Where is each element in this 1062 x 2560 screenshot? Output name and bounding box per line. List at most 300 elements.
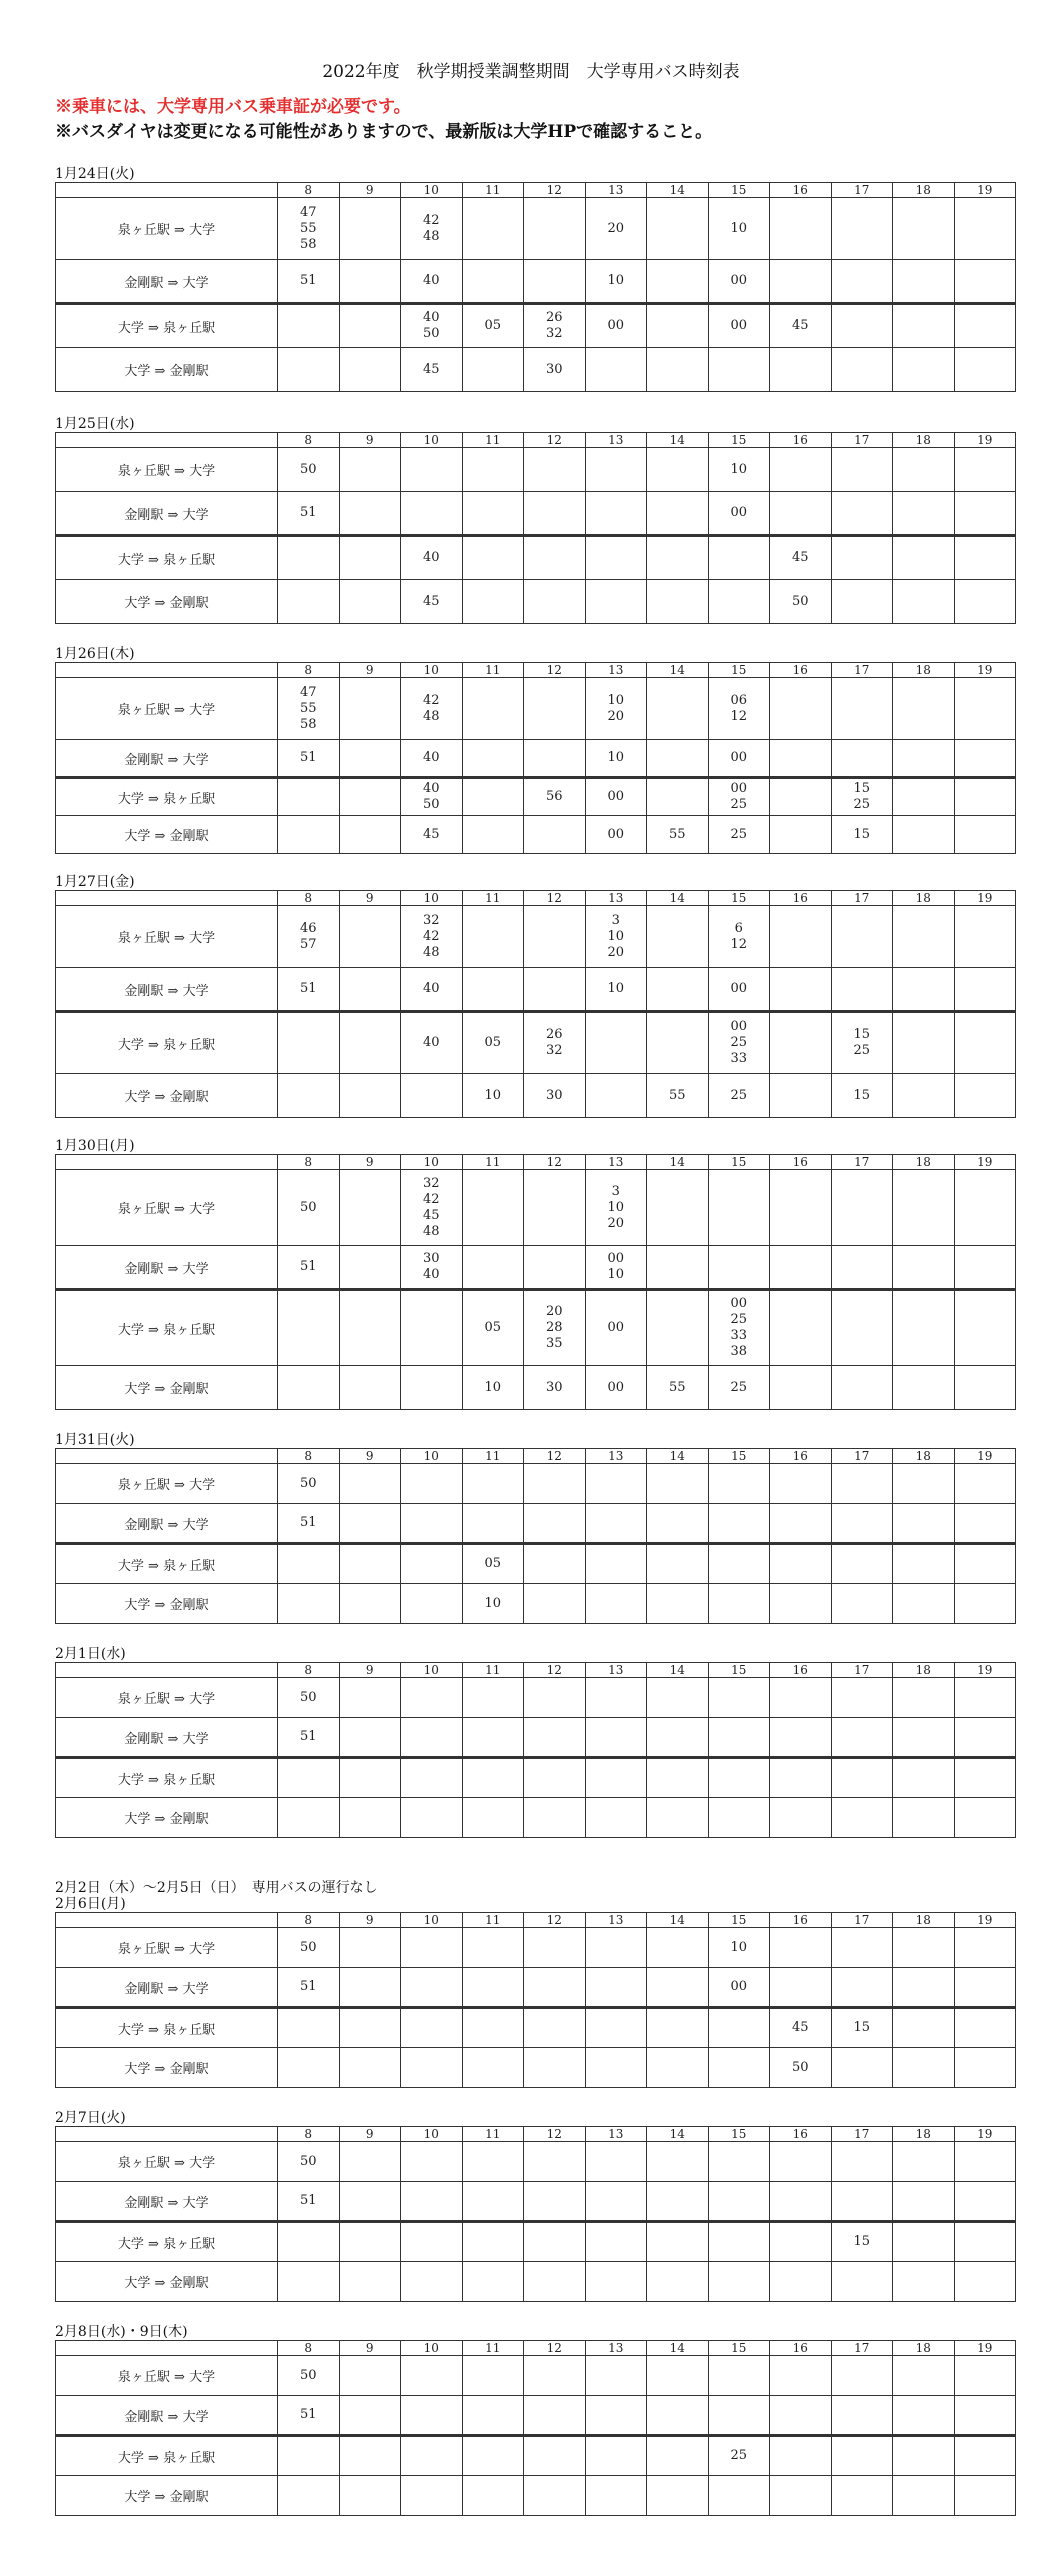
departure-cell [893, 304, 955, 348]
departure-cell [278, 1074, 340, 1118]
hour-header: 14 [647, 183, 709, 198]
departure-cell: 51 [278, 968, 340, 1012]
departure-cell [770, 1246, 832, 1290]
departure-cell [831, 492, 893, 536]
departure-cell [524, 2396, 586, 2436]
departure-cell: 30 [524, 1074, 586, 1118]
departure-cell [831, 1928, 893, 1968]
hour-header: 16 [770, 663, 832, 678]
hour-header: 17 [831, 433, 893, 448]
departure-cell [339, 1584, 401, 1624]
departure-cell [462, 816, 524, 854]
departure-cell [893, 1798, 955, 1838]
departure-cell [339, 260, 401, 304]
departure-cell: 50 [278, 2356, 340, 2396]
hour-header-row [56, 1449, 1016, 1464]
departure-cell [647, 1544, 709, 1584]
departure-cell: 15 25 [831, 1012, 893, 1074]
departure-cell [585, 2476, 647, 2516]
departure-cell [893, 968, 955, 1012]
departure-cell [585, 1584, 647, 1624]
route-row [56, 1290, 1016, 1366]
departure-cell: 00 [585, 304, 647, 348]
departure-cell [401, 2262, 463, 2302]
route-row [56, 816, 1016, 854]
route-row [56, 1246, 1016, 1290]
departure-cell [893, 1290, 955, 1366]
hour-header: 12 [524, 2341, 586, 2356]
departure-cell [462, 1928, 524, 1968]
route-row [56, 580, 1016, 624]
departure-cell: 10 [462, 1366, 524, 1410]
departure-cell [893, 198, 955, 260]
departure-cell [893, 2436, 955, 2476]
departure-cell [524, 1584, 586, 1624]
departure-cell [831, 260, 893, 304]
departure-cell [770, 448, 832, 492]
timetable [55, 1912, 1016, 2088]
hour-header: 14 [647, 1155, 709, 1170]
departure-cell [339, 1170, 401, 1246]
departure-cell [462, 778, 524, 816]
hour-header: 18 [893, 1913, 955, 1928]
header-blank-cell [56, 663, 278, 678]
departure-cell [339, 2436, 401, 2476]
departure-cell [278, 1798, 340, 1838]
departure-cell [339, 1074, 401, 1118]
departure-cell: 05 [462, 1290, 524, 1366]
route-row [56, 1074, 1016, 1118]
departure-cell: 26 32 [524, 1012, 586, 1074]
departure-cell: 25 [708, 1074, 770, 1118]
departure-cell [278, 2008, 340, 2048]
departure-cell [831, 1678, 893, 1718]
departure-cell [831, 1246, 893, 1290]
hour-header: 13 [585, 2127, 647, 2142]
hour-header: 13 [585, 891, 647, 906]
departure-cell [647, 1928, 709, 1968]
departure-cell [339, 1012, 401, 1074]
departure-cell [954, 678, 1016, 740]
departure-cell: 32 42 45 48 [401, 1170, 463, 1246]
departure-cell [647, 260, 709, 304]
day-label: 2月6日(月) [55, 1896, 126, 1912]
departure-cell [462, 2222, 524, 2262]
departure-cell [278, 2222, 340, 2262]
hour-header: 9 [339, 663, 401, 678]
hour-header: 13 [585, 663, 647, 678]
departure-cell [831, 678, 893, 740]
departure-cell [770, 1170, 832, 1246]
departure-cell [339, 2048, 401, 2088]
timetable [55, 432, 1016, 624]
departure-cell [708, 348, 770, 392]
hour-header: 19 [954, 663, 1016, 678]
departure-cell [647, 968, 709, 1012]
departure-cell [585, 2396, 647, 2436]
hour-header: 9 [339, 1663, 401, 1678]
departure-cell [893, 2008, 955, 2048]
hour-header: 16 [770, 891, 832, 906]
route-label: 泉ヶ丘駅 ⇒ 大学 [56, 198, 278, 260]
route-label: 大学 ⇒ 泉ヶ丘駅 [56, 536, 278, 580]
departure-cell [770, 2222, 832, 2262]
departure-cell [954, 198, 1016, 260]
departure-cell [893, 1758, 955, 1798]
departure-cell [339, 1544, 401, 1584]
departure-cell: 26 32 [524, 304, 586, 348]
departure-cell [893, 1928, 955, 1968]
departure-cell [954, 1584, 1016, 1624]
route-label: 金剛駅 ⇒ 大学 [56, 1718, 278, 1758]
departure-cell [893, 678, 955, 740]
departure-cell [708, 2396, 770, 2436]
departure-cell [401, 1798, 463, 1838]
departure-cell [831, 1464, 893, 1504]
hour-header: 17 [831, 1449, 893, 1464]
departure-cell [831, 2142, 893, 2182]
departure-cell [462, 678, 524, 740]
departure-cell [954, 348, 1016, 392]
departure-cell: 10 [462, 1074, 524, 1118]
departure-cell [831, 906, 893, 968]
departure-cell [954, 1544, 1016, 1584]
hour-header-row [56, 183, 1016, 198]
departure-cell [647, 1584, 709, 1624]
hour-header: 17 [831, 1155, 893, 1170]
route-label: 大学 ⇒ 金剛駅 [56, 348, 278, 392]
hour-header: 13 [585, 1449, 647, 1464]
route-row [56, 778, 1016, 816]
timetable [55, 2126, 1016, 2302]
departure-cell: 40 [401, 968, 463, 1012]
hour-header: 17 [831, 2127, 893, 2142]
departure-cell [401, 1074, 463, 1118]
departure-cell [278, 1290, 340, 1366]
departure-cell [954, 1718, 1016, 1758]
departure-cell [831, 968, 893, 1012]
hour-header: 17 [831, 891, 893, 906]
departure-cell: 40 [401, 1012, 463, 1074]
departure-cell [278, 2436, 340, 2476]
departure-cell [278, 348, 340, 392]
departure-cell [708, 2142, 770, 2182]
departure-cell [524, 1170, 586, 1246]
hour-header: 15 [708, 1913, 770, 1928]
hour-header: 12 [524, 183, 586, 198]
hour-header: 18 [893, 183, 955, 198]
departure-cell [401, 2142, 463, 2182]
departure-cell [831, 2356, 893, 2396]
departure-cell [339, 1928, 401, 1968]
timetable [55, 1662, 1016, 1838]
departure-cell: 00 [708, 492, 770, 536]
hour-header: 17 [831, 1913, 893, 1928]
departure-cell [770, 1290, 832, 1366]
hour-header: 18 [893, 891, 955, 906]
departure-cell [708, 2222, 770, 2262]
departure-cell: 50 [770, 580, 832, 624]
departure-cell: 51 [278, 1968, 340, 2008]
hour-header: 11 [462, 2341, 524, 2356]
departure-cell [524, 198, 586, 260]
departure-cell [831, 1718, 893, 1758]
departure-cell: 55 [647, 1366, 709, 1410]
hour-header: 8 [278, 1449, 340, 1464]
hour-header: 18 [893, 1449, 955, 1464]
departure-cell [893, 1718, 955, 1758]
hour-header: 18 [893, 2127, 955, 2142]
hour-header: 9 [339, 891, 401, 906]
departure-cell [339, 2008, 401, 2048]
route-row [56, 2048, 1016, 2088]
departure-cell [401, 492, 463, 536]
departure-cell [893, 2048, 955, 2088]
hour-header: 14 [647, 433, 709, 448]
departure-cell: 32 42 48 [401, 906, 463, 968]
departure-cell [831, 1366, 893, 1410]
route-label: 金剛駅 ⇒ 大学 [56, 2182, 278, 2222]
hour-header: 19 [954, 1449, 1016, 1464]
departure-cell: 10 [708, 198, 770, 260]
departure-cell: 50 [278, 1928, 340, 1968]
departure-cell [770, 260, 832, 304]
departure-cell [524, 1798, 586, 1838]
departure-cell: 45 [770, 2008, 832, 2048]
departure-cell [339, 1366, 401, 1410]
departure-cell [462, 2008, 524, 2048]
departure-cell [647, 492, 709, 536]
departure-cell [893, 260, 955, 304]
departure-cell [954, 2356, 1016, 2396]
hour-header: 9 [339, 1155, 401, 1170]
departure-cell [585, 2262, 647, 2302]
hour-header: 14 [647, 2341, 709, 2356]
departure-cell [831, 1584, 893, 1624]
departure-cell: 10 [585, 260, 647, 304]
hour-header: 12 [524, 663, 586, 678]
departure-cell [708, 1798, 770, 1838]
departure-cell [339, 2182, 401, 2222]
departure-cell [278, 1584, 340, 1624]
route-row [56, 2396, 1016, 2436]
route-label: 泉ヶ丘駅 ⇒ 大学 [56, 2356, 278, 2396]
departure-cell [462, 2396, 524, 2436]
departure-cell: 00 25 33 38 [708, 1290, 770, 1366]
departure-cell [585, 2222, 647, 2262]
departure-cell [339, 2222, 401, 2262]
departure-cell [893, 778, 955, 816]
departure-cell [770, 2396, 832, 2436]
departure-cell [647, 1290, 709, 1366]
departure-cell [893, 1504, 955, 1544]
hour-header: 14 [647, 2127, 709, 2142]
departure-cell [462, 906, 524, 968]
departure-cell [893, 1544, 955, 1584]
departure-cell: 40 50 [401, 778, 463, 816]
route-row [56, 678, 1016, 740]
departure-cell [401, 1928, 463, 1968]
departure-cell [278, 1544, 340, 1584]
departure-cell [585, 1074, 647, 1118]
departure-cell [339, 1798, 401, 1838]
departure-cell [708, 536, 770, 580]
departure-cell [893, 740, 955, 778]
departure-cell [585, 2008, 647, 2048]
route-label: 泉ヶ丘駅 ⇒ 大学 [56, 1678, 278, 1718]
departure-cell: 00 [585, 816, 647, 854]
departure-cell [770, 1366, 832, 1410]
departure-cell [585, 2436, 647, 2476]
departure-cell: 46 57 [278, 906, 340, 968]
departure-cell [462, 2436, 524, 2476]
departure-cell [770, 348, 832, 392]
departure-cell: 45 [770, 536, 832, 580]
header-blank-cell [56, 1449, 278, 1464]
route-label: 大学 ⇒ 泉ヶ丘駅 [56, 2222, 278, 2262]
departure-cell [954, 778, 1016, 816]
hour-header: 14 [647, 1663, 709, 1678]
departure-cell: 3 10 20 [585, 906, 647, 968]
departure-cell [770, 1504, 832, 1544]
departure-cell [462, 1504, 524, 1544]
departure-cell [647, 2476, 709, 2516]
departure-cell: 30 40 [401, 1246, 463, 1290]
departure-cell [278, 778, 340, 816]
departure-cell [954, 1798, 1016, 1838]
departure-cell [831, 1170, 893, 1246]
departure-cell [524, 2222, 586, 2262]
departure-cell [462, 1464, 524, 1504]
hour-header: 19 [954, 183, 1016, 198]
departure-cell [893, 1584, 955, 1624]
departure-cell: 50 [278, 448, 340, 492]
departure-cell: 00 [708, 260, 770, 304]
departure-cell [278, 536, 340, 580]
departure-cell [462, 260, 524, 304]
departure-cell [401, 2222, 463, 2262]
departure-cell: 55 [647, 816, 709, 854]
route-row [56, 348, 1016, 392]
departure-cell: 3 10 20 [585, 1170, 647, 1246]
departure-cell [339, 1758, 401, 1798]
departure-cell [954, 1366, 1016, 1410]
hour-header: 14 [647, 891, 709, 906]
departure-cell [893, 2476, 955, 2516]
hour-header: 13 [585, 183, 647, 198]
hour-header-row [56, 1155, 1016, 1170]
departure-cell [770, 1718, 832, 1758]
departure-cell [954, 968, 1016, 1012]
route-row [56, 2222, 1016, 2262]
departure-cell [831, 1544, 893, 1584]
departure-cell [585, 492, 647, 536]
departure-cell: 10 20 [585, 678, 647, 740]
departure-cell [462, 2476, 524, 2516]
departure-cell [893, 536, 955, 580]
timetable [55, 890, 1016, 1118]
departure-cell: 55 [647, 1074, 709, 1118]
route-row [56, 1798, 1016, 1838]
departure-cell [462, 1246, 524, 1290]
departure-cell: 40 [401, 740, 463, 778]
departure-cell [278, 1758, 340, 1798]
departure-cell: 30 [524, 348, 586, 392]
departure-cell [401, 2476, 463, 2516]
departure-cell: 40 [401, 260, 463, 304]
departure-cell [770, 678, 832, 740]
route-label: 金剛駅 ⇒ 大学 [56, 2396, 278, 2436]
departure-cell [708, 1584, 770, 1624]
departure-cell: 50 [770, 2048, 832, 2088]
hour-header: 9 [339, 183, 401, 198]
departure-cell [585, 1968, 647, 2008]
hour-header: 15 [708, 1155, 770, 1170]
departure-cell [954, 1504, 1016, 1544]
departure-cell [401, 1544, 463, 1584]
departure-cell [462, 448, 524, 492]
departure-cell [893, 2396, 955, 2436]
departure-cell [770, 1678, 832, 1718]
departure-cell [647, 198, 709, 260]
departure-cell [831, 448, 893, 492]
hour-header: 19 [954, 1155, 1016, 1170]
route-label: 泉ヶ丘駅 ⇒ 大学 [56, 448, 278, 492]
hour-header: 11 [462, 183, 524, 198]
departure-cell [954, 2222, 1016, 2262]
departure-cell [647, 906, 709, 968]
departure-cell [278, 1366, 340, 1410]
departure-cell [339, 778, 401, 816]
hour-header: 11 [462, 1913, 524, 1928]
departure-cell [524, 1718, 586, 1758]
departure-cell [954, 492, 1016, 536]
hour-header: 11 [462, 2127, 524, 2142]
hour-header: 14 [647, 1449, 709, 1464]
hour-header: 18 [893, 2341, 955, 2356]
route-row [56, 1678, 1016, 1718]
departure-cell [954, 740, 1016, 778]
departure-cell [524, 448, 586, 492]
hour-header: 10 [401, 433, 463, 448]
departure-cell [401, 2182, 463, 2222]
departure-cell [708, 1504, 770, 1544]
departure-cell [831, 1798, 893, 1838]
departure-cell [339, 2142, 401, 2182]
hour-header: 16 [770, 1155, 832, 1170]
route-row [56, 1758, 1016, 1798]
route-label: 泉ヶ丘駅 ⇒ 大学 [56, 1170, 278, 1246]
timetable [55, 662, 1016, 854]
departure-cell [524, 1758, 586, 1798]
day-label: 2月7日(火) [55, 2110, 126, 2126]
departure-cell [585, 1464, 647, 1504]
departure-cell [401, 1718, 463, 1758]
departure-cell: 10 [585, 740, 647, 778]
departure-cell [524, 492, 586, 536]
hour-header: 12 [524, 1663, 586, 1678]
departure-cell [339, 2396, 401, 2436]
departure-cell [831, 198, 893, 260]
departure-cell: 45 [401, 580, 463, 624]
departure-cell [339, 198, 401, 260]
hour-header: 16 [770, 183, 832, 198]
departure-cell [339, 580, 401, 624]
departure-cell [647, 1718, 709, 1758]
route-row [56, 2142, 1016, 2182]
departure-cell [524, 2008, 586, 2048]
departure-cell [954, 2476, 1016, 2516]
